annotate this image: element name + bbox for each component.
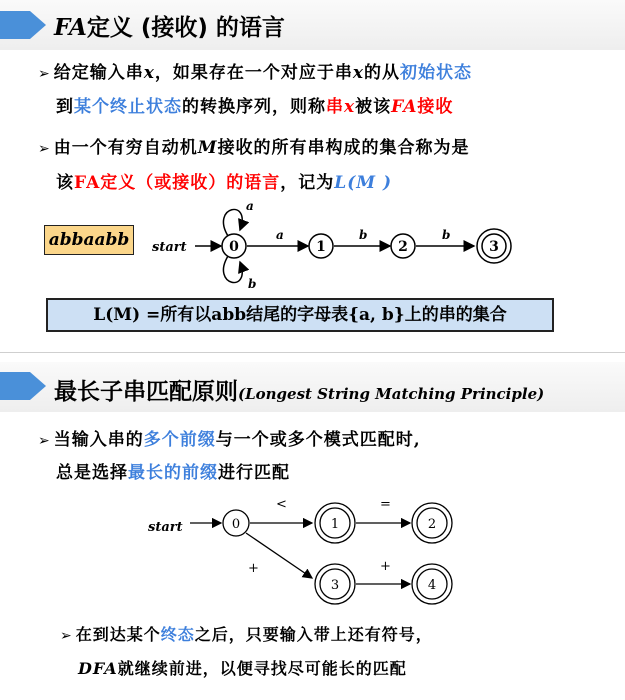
dfa2-edge-1-2-label: = (380, 497, 391, 512)
dfa1-loop-bottom (223, 256, 242, 283)
dfa2-state-3-label: 3 (330, 578, 340, 593)
bullet-arrow-icon: ➢ (38, 141, 51, 157)
section1-header-bar (0, 11, 30, 39)
section2-bullet2-line1: ➢ 在到达某个终态之后，只要输入带上还有符号， (60, 625, 433, 644)
section1-header-arrow (30, 11, 46, 39)
dfa2-state-4-label: 4 (427, 578, 437, 593)
section2-bullet1-line2: 总是选择最长的前缀进行匹配 (56, 463, 290, 483)
dfa1-state-2-label: 2 (398, 239, 408, 255)
section1-bullet2-line2: 该FA定义（或接收）的语言，记为L(M ) (56, 173, 393, 193)
dfa1-loop-top-label: a (246, 199, 254, 213)
dfa1-edge-2-3-label: b (442, 228, 451, 242)
dfa1-state-0-label: 0 (229, 239, 239, 255)
section1-title: FA定义 (接收) 的语言 (54, 14, 285, 41)
dfa1-loop-top (223, 209, 242, 236)
bullet-arrow-icon: ➢ (38, 66, 51, 82)
section-divider (0, 352, 625, 353)
dfa1-state-3-label: 3 (489, 239, 499, 255)
section1-bullet1-line2: 到某个终止状态的转换序列，则称串x被该FA接收 (56, 97, 454, 117)
dfa1-edge-0-1-label: a (276, 228, 284, 242)
dfa2-edge-0-1-label: < (276, 497, 287, 512)
dfa2-edge-3-4-label: + (380, 559, 391, 574)
dfa1-edge-1-2-label: b (359, 228, 368, 242)
dfa1-loop-bottom-label: b (248, 277, 257, 291)
section1-bullet1-line1: ➢ 给定输入串x，如果存在一个对应于串x的从初始状态 (38, 63, 473, 83)
language-definition-box: L(M) =所有以abb结尾的字母表{a, b}上的串的集合 (46, 298, 554, 332)
dfa1-start-label: start (152, 240, 187, 255)
dfa1-state-1-label: 1 (316, 239, 326, 255)
section2-bullet1-line1: ➢ 当输入串的多个前缀与一个或多个模式匹配时, (38, 430, 421, 450)
dfa2-state-1-label: 1 (330, 517, 340, 532)
bullet-arrow-icon: ➢ (38, 433, 51, 449)
dfa2-start-label: start (148, 520, 183, 535)
section2-title: 最长子串匹配原则(Longest String Matching Principle) (54, 379, 545, 405)
dfa2-state-0-label: 0 (231, 517, 241, 532)
dfa-diagram-2 (140, 490, 500, 610)
section2-bullet2-line2: DFA就继续前进，以便寻找尽可能长的匹配 (78, 659, 407, 678)
section1-bullet2-line1: ➢ 由一个有穷自动机M接收的所有串构成的集合称为是 (38, 138, 470, 158)
bullet-arrow-icon: ➢ (60, 628, 73, 644)
section2-header-arrow (30, 372, 46, 400)
section2-header-bar (0, 372, 30, 400)
dfa2-edge-0-3-label: + (248, 561, 259, 576)
dfa-diagram-1 (140, 192, 560, 292)
dfa2-state-2-label: 2 (427, 517, 437, 532)
input-tape: abbaabb (44, 225, 134, 255)
